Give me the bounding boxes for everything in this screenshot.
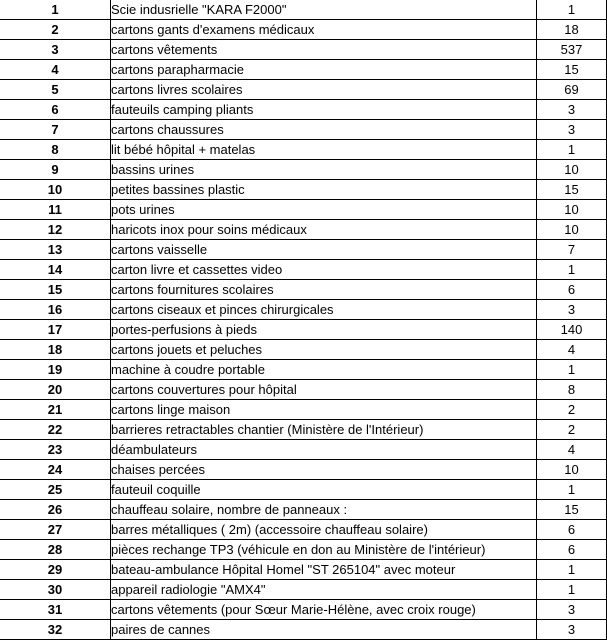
item-description: pièces rechange TP3 (véhicule en don au Ministère de l'intérieur) bbox=[111, 540, 537, 560]
table-row bbox=[0, 620, 607, 640]
table-row bbox=[0, 580, 607, 600]
item-description: cartons parapharmacie bbox=[111, 60, 537, 80]
row-number: 24 bbox=[0, 460, 111, 480]
row-number: 27 bbox=[0, 520, 111, 540]
table-row bbox=[0, 560, 607, 580]
table-row bbox=[0, 340, 607, 360]
row-number: 14 bbox=[0, 260, 111, 280]
row-number: 22 bbox=[0, 420, 111, 440]
table-row bbox=[0, 20, 607, 40]
item-quantity: 2 bbox=[537, 420, 607, 440]
row-number: 30 bbox=[0, 580, 111, 600]
item-quantity: 4 bbox=[537, 440, 607, 460]
item-quantity: 4 bbox=[537, 340, 607, 360]
item-description: fauteuil coquille bbox=[111, 480, 537, 500]
item-quantity: 3 bbox=[537, 620, 607, 640]
row-number: 28 bbox=[0, 540, 111, 560]
table-row bbox=[0, 100, 607, 120]
row-number: 13 bbox=[0, 240, 111, 260]
item-description: cartons vaisselle bbox=[111, 240, 537, 260]
table-row bbox=[0, 380, 607, 400]
item-quantity: 3 bbox=[537, 600, 607, 620]
item-quantity: 8 bbox=[537, 380, 607, 400]
item-quantity: 10 bbox=[537, 200, 607, 220]
item-description: paires de cannes bbox=[111, 620, 537, 640]
row-number: 17 bbox=[0, 320, 111, 340]
table-row bbox=[0, 220, 607, 240]
item-description: bateau-ambulance Hôpital Homel "ST 265104" avec moteur bbox=[111, 560, 537, 580]
table-row bbox=[0, 160, 607, 180]
row-number: 2 bbox=[0, 20, 111, 40]
table-row bbox=[0, 360, 607, 380]
item-quantity: 18 bbox=[537, 20, 607, 40]
row-number: 3 bbox=[0, 40, 111, 60]
table-row bbox=[0, 280, 607, 300]
item-quantity: 3 bbox=[537, 300, 607, 320]
table-row bbox=[0, 460, 607, 480]
item-quantity: 15 bbox=[537, 180, 607, 200]
item-description: portes-perfusions à pieds bbox=[111, 320, 537, 340]
item-description: chauffeau solaire, nombre de panneaux : bbox=[111, 500, 537, 520]
row-number: 29 bbox=[0, 560, 111, 580]
row-number: 21 bbox=[0, 400, 111, 420]
item-description: pots urines bbox=[111, 200, 537, 220]
table-row bbox=[0, 500, 607, 520]
row-number: 11 bbox=[0, 200, 111, 220]
row-number: 10 bbox=[0, 180, 111, 200]
row-number: 1 bbox=[0, 0, 111, 20]
item-quantity: 10 bbox=[537, 160, 607, 180]
table-row bbox=[0, 60, 607, 80]
row-number: 18 bbox=[0, 340, 111, 360]
item-quantity: 1 bbox=[537, 0, 607, 20]
item-description: cartons jouets et peluches bbox=[111, 340, 537, 360]
item-quantity: 1 bbox=[537, 480, 607, 500]
table-row bbox=[0, 320, 607, 340]
item-quantity: 1 bbox=[537, 260, 607, 280]
item-quantity: 140 bbox=[537, 320, 607, 340]
item-description: barres métalliques ( 2m) (accessoire chauffeau solaire) bbox=[111, 520, 537, 540]
item-quantity: 1 bbox=[537, 560, 607, 580]
table-row bbox=[0, 80, 607, 100]
table-row bbox=[0, 120, 607, 140]
table-row bbox=[0, 520, 607, 540]
item-description: carton livre et cassettes video bbox=[111, 260, 537, 280]
item-description: bassins urines bbox=[111, 160, 537, 180]
table-row bbox=[0, 40, 607, 60]
table-row bbox=[0, 400, 607, 420]
item-quantity: 6 bbox=[537, 520, 607, 540]
item-quantity: 15 bbox=[537, 500, 607, 520]
item-description: Scie indusrielle "KARA F2000" bbox=[111, 0, 537, 20]
row-number: 31 bbox=[0, 600, 111, 620]
row-number: 15 bbox=[0, 280, 111, 300]
item-description: cartons vêtements bbox=[111, 40, 537, 60]
item-quantity: 15 bbox=[537, 60, 607, 80]
table-row bbox=[0, 260, 607, 280]
row-number: 8 bbox=[0, 140, 111, 160]
item-quantity: 1 bbox=[537, 580, 607, 600]
item-quantity: 1 bbox=[537, 140, 607, 160]
item-description: barrieres retractables chantier (Ministère de l'Intérieur) bbox=[111, 420, 537, 440]
item-quantity: 1 bbox=[537, 360, 607, 380]
table-row bbox=[0, 240, 607, 260]
row-number: 19 bbox=[0, 360, 111, 380]
item-quantity: 537 bbox=[537, 40, 607, 60]
item-description: fauteuils camping pliants bbox=[111, 100, 537, 120]
row-number: 9 bbox=[0, 160, 111, 180]
table-row bbox=[0, 420, 607, 440]
item-description: cartons chaussures bbox=[111, 120, 537, 140]
row-number: 7 bbox=[0, 120, 111, 140]
item-description: petites bassines plastic bbox=[111, 180, 537, 200]
item-quantity: 10 bbox=[537, 220, 607, 240]
item-description: appareil radiologie "AMX4" bbox=[111, 580, 537, 600]
item-description: déambulateurs bbox=[111, 440, 537, 460]
row-number: 26 bbox=[0, 500, 111, 520]
item-quantity: 3 bbox=[537, 100, 607, 120]
row-number: 20 bbox=[0, 380, 111, 400]
table-row bbox=[0, 480, 607, 500]
table-row bbox=[0, 180, 607, 200]
item-description: machine à coudre portable bbox=[111, 360, 537, 380]
row-number: 5 bbox=[0, 80, 111, 100]
item-description: cartons couvertures pour hôpital bbox=[111, 380, 537, 400]
item-quantity: 3 bbox=[537, 120, 607, 140]
table-row bbox=[0, 0, 607, 20]
table-row bbox=[0, 600, 607, 620]
row-number: 6 bbox=[0, 100, 111, 120]
item-description: cartons gants d'examens médicaux bbox=[111, 20, 537, 40]
table-row bbox=[0, 300, 607, 320]
item-quantity: 6 bbox=[537, 280, 607, 300]
table-row bbox=[0, 200, 607, 220]
table-row bbox=[0, 440, 607, 460]
item-description: haricots inox pour soins médicaux bbox=[111, 220, 537, 240]
item-description: cartons livres scolaires bbox=[111, 80, 537, 100]
row-number: 12 bbox=[0, 220, 111, 240]
item-description: cartons linge maison bbox=[111, 400, 537, 420]
item-description: chaises percées bbox=[111, 460, 537, 480]
row-number: 23 bbox=[0, 440, 111, 460]
item-description: cartons fournitures scolaires bbox=[111, 280, 537, 300]
item-quantity: 6 bbox=[537, 540, 607, 560]
table-row bbox=[0, 540, 607, 560]
item-quantity: 10 bbox=[537, 460, 607, 480]
item-description: cartons vêtements (pour Sœur Marie-Hélène, avec croix rouge) bbox=[111, 600, 537, 620]
item-description: cartons ciseaux et pinces chirurgicales bbox=[111, 300, 537, 320]
item-description: lit bébé hôpital + matelas bbox=[111, 140, 537, 160]
table-row bbox=[0, 140, 607, 160]
item-quantity: 7 bbox=[537, 240, 607, 260]
item-quantity: 69 bbox=[537, 80, 607, 100]
item-quantity: 2 bbox=[537, 400, 607, 420]
row-number: 25 bbox=[0, 480, 111, 500]
row-number: 4 bbox=[0, 60, 111, 80]
row-number: 32 bbox=[0, 620, 111, 640]
row-number: 16 bbox=[0, 300, 111, 320]
